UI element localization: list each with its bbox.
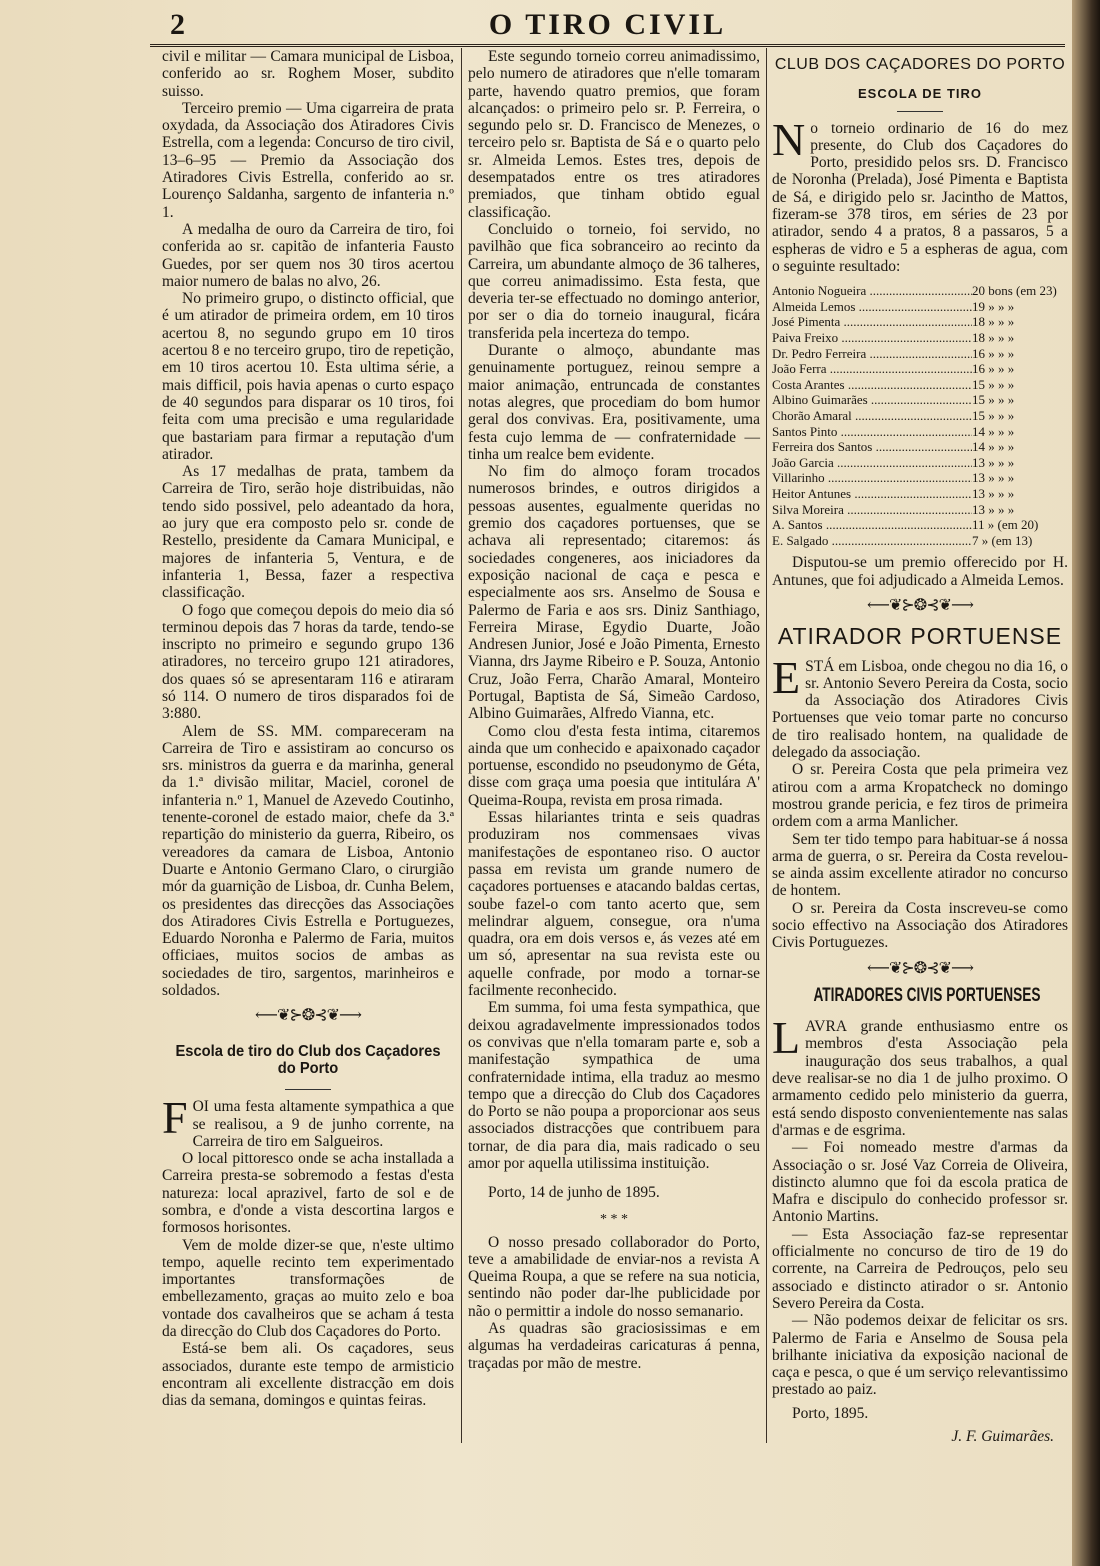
result-row: Antonio Nogueira ..... 20 bons (em 23) bbox=[772, 283, 1068, 299]
paragraph: Como clou d'esta festa intima, citaremos ainda que um conhecido e apaixonado caçador portuense, escondido no pseudonymo de Géta, disse com graça uma poesia que intitulára A' Queima-Roupa, revista em prosa rimada. bbox=[468, 722, 760, 809]
page-header bbox=[150, 8, 1065, 42]
column-1 bbox=[162, 48, 454, 1410]
section-title: ATIRADORES CIVIS PORTUENSES bbox=[813, 984, 1041, 1006]
result-row: Santos Pinto ..... 14 » » » bbox=[772, 424, 1068, 440]
paragraph: civil e militar — Camara municipal de Lisboa, conferido ao sr. Roghem Moser, subdito suisso. bbox=[162, 48, 454, 100]
paragraph: Durante o almoço, abundante mas genuinamente portuguez, reinou sempre a maior animação, entruncada de constantes notas alegres, que procediam do bom humor geral dos convivas. Era, positivamente, uma festa cujo lemma de — confraternidade — tinha um realce bem evidente. bbox=[468, 342, 760, 463]
paragraph: Terceiro premio — Uma cigarreira de prata oxydada, da Associação dos Atiradores Civis Estrella, com a legenda: Concurso de tiro civil, 13–6–95 — Premio da Associação dos Atiradores Civis Estrella, conferido ao sr. Lourenço Saldanha, sargento de infanteria n.º 1. bbox=[162, 99, 454, 221]
paragraph: LAVRA grande enthusiasmo entre os membros d'esta Associação pela inauguração dos seus trabalhos, a qual deve realisar-se no dia 1 de julho proximo. O armamento cedido pelo ministerio da guerra, está sendo disposto convenientemente nas salas d'armas e de esgrima. bbox=[772, 1012, 1068, 1139]
result-row: Albino Guimarães ..... 15 » » » bbox=[772, 392, 1068, 408]
drop-cap: E bbox=[772, 651, 801, 703]
ornament-divider: ⟵❦⊱❂⊰❦⟶ bbox=[255, 1007, 361, 1025]
result-row: Chorão Amaral ..... 15 » » » bbox=[772, 408, 1068, 424]
section-title: Escola de tiro do Club dos Caçadores do Porto bbox=[175, 1042, 441, 1077]
page-number: 2 bbox=[170, 8, 185, 41]
column-rule-2 bbox=[766, 48, 767, 1443]
short-rule bbox=[897, 111, 943, 112]
result-row: E. Salgado ..... 7 » (em 13) bbox=[772, 533, 1068, 549]
paragraph: FOI uma festa altamente sympathica a que se realisou, a 9 de junho corrente, na Carreira de tiro em Salgueiros. bbox=[162, 1092, 454, 1150]
paragraph: Alem de SS. MM. compareceram na Carreira de Tiro e assistiram ao concurso os srs. ministros da guerra e da marinha, general da 1.ª divisão militar, Maciel, coronel de infanteria n.º 1, Manuel de Azevedo Coutinho, tenente-coronel de estado maior, chefe da 3.ª repartição do ministerio da guerra, Ribeiro, os vereadores da camara de Lisboa, Antonio Duarte e Antonio Germano Claro, o cirurgião mór da guarnição de Lisboa, dr. Cunha Belem, os presidentes das direcções das Associações dos Atiradores Civis Estrella e Portuguezes, Eduardo Noronha e Palermo de Faria, muitos officiaes, muitos socios de ambas as sociedades de tiro, sargentos, marinheiros e soldados. bbox=[162, 722, 454, 1000]
result-row: Ferreira dos Santos ..... 14 » » » bbox=[772, 439, 1068, 455]
signature: J. F. Guimarães. bbox=[951, 1428, 1054, 1446]
result-row: Paiva Freixo ..... 18 » » » bbox=[772, 330, 1068, 346]
column-3 bbox=[772, 48, 1068, 1445]
paragraph: No torneio ordinario de 16 do mez presente, do Club dos Caçadores do Porto, presidido pelos srs. D. Francisco de Noronha (Prelada), José Pimenta e Baptista de Sá, e dirigido pelo sr. Jacintho de Mattos, fizeram-se 378 tiros, em séries de 23 por atirador, sendo 4 a pratos, 8 a passaros, 5 a espheras de vidro e 5 a espheras de agua, com o seguinte resultado: bbox=[772, 113, 1068, 275]
paragraph: — Esta Associação faz-se representar officialmente no concurso de tiro de 19 do corrente, na Carreira de Pedrouços, pelo seu associado e distincto atirador o sr. Antonio Severo Pereira da Costa. bbox=[772, 1225, 1068, 1312]
paragraph: — Foi nomeado mestre d'armas da Associação o sr. José Vaz Correia de Oliveira, distincto alumno que foi da escola pratica de Mafra e discipulo do conhecido professor sr. Antonio Martins. bbox=[772, 1139, 1068, 1226]
paragraph: Concluido o torneio, foi servido, no pavilhão que fica sobranceiro ao recinto da Carreira, um abundante almoço de 36 talheres, que correu animadissimo. Esta festa, que deveria ter-se effectuado no domingo anterior, por ser o dia do torneio inaugural, ficára transferida pela incerteza do tempo. bbox=[468, 220, 760, 342]
paragraph: O sr. Pereira Costa que pela primeira vez atirou com a arma Kropatcheck no domingo mostrou grande pericia, e fez tiros de primeira ordem com a arma Manlicher. bbox=[772, 761, 1068, 831]
paragraph: Essas hilariantes trinta e seis quadras produziram nos commensaes vivas manifestações de espontaneo riso. O auctor passa em revista um grande numero de caçadores portuenses e atacando baldas certas, soube fazel-o com tanto acerto que, sem melindrar alguem, consegue, ora n'uma quadra, ora em dois versos e, ás vezes até em um só, apresentar na sua revista este ou aquelle confrade, por modo a tornar-se facilmente reconhecido. bbox=[468, 809, 760, 1000]
drop-cap: L bbox=[772, 1012, 801, 1064]
masthead: O TIRO CIVIL bbox=[488, 8, 727, 41]
paragraph: O fogo que começou depois do meio dia só terminou depois das 7 horas da tarde, tendo-se inscripto no primeiro e segundo grupo 136 atiradores, no terceiro grupo 121 atiradores, dos quaes só se apresentaram 116 e atiraram só 114. O numero de tiros disparados foi de 3:880. bbox=[162, 601, 454, 723]
result-row: Costa Arantes ..... 15 » » » bbox=[772, 377, 1068, 393]
ornament-divider: ⟵❦⊱❂⊰❦⟶ bbox=[867, 959, 973, 977]
paragraph: O sr. Pereira da Costa inscreveu-se como socio effectivo na Associação dos Atiradores Civis Portuguezes. bbox=[772, 899, 1068, 952]
club-subtitle: ESCOLA DE TIRO bbox=[857, 86, 983, 102]
column-2 bbox=[468, 48, 760, 1372]
results-table bbox=[772, 283, 1068, 548]
paragraph: — Não podemos deixar de felicitar os srs. Palermo de Faria e Anselmo de Sousa pela brilhante iniciativa da exposição nacional de caça e pesca, o que é um serviço relevantissimo prestado ao paiz. bbox=[772, 1312, 1068, 1399]
paragraph: No primeiro grupo, o distincto official, que é um atirador de primeira ordem, em 10 tiros acertou 8, no segundo grupo em 10 tiros acertou 8 e no terceiro grupo, tiro de repetição, em 10 tiros acertou 10. Esta ultima série, a mais difficil, pois havia apenas o curto espaço de 40 segundos para disparar os 10 tiros, foi feita com uma precisão e uma regularidade que bastariam para firmar a reputação d'um atirador. bbox=[162, 290, 454, 463]
short-rule bbox=[285, 1089, 331, 1090]
result-row: Heitor Antunes ..... 13 » » » bbox=[772, 486, 1068, 502]
paragraph: O local pittoresco onde se acha installada a Carreira presta-se sobremodo a festas d'esta natureza: local aprazivel, farto de sol e de sombra, e d'onde a vista descortina largos e formosos horisontes. bbox=[162, 1150, 454, 1237]
paragraph: No fim do almoço foram trocados numerosos brindes, e outros dirigidos a pessoas ausentes, egualmente queridas no gremio dos caçadores portuenses, que se achava ali representado; citaremos: ás sociedades congeneres, aos iniciadores da exposição nacional de caça e pesca e especialmente aos srs. Anselmo de Sousa e Palermo de Faria e aos srs. Diniz Santhiago, Ferreira Mirase, Egydio Duarte, João Andresen Junior, José e João Pimenta, Ernesto Vianna, drs Jayme Ribeiro e P. Souza, Antonio Cruz, João Ferra, Charão Amaral, Monteiro Portugal, Baptista de Sá, Simeão Cardoso, Albino Guimarães, Alfredo Vianna, etc. bbox=[468, 463, 760, 723]
result-row: João Ferra ..... 16 » » » bbox=[772, 361, 1068, 377]
paragraph: As quadras são graciosissimas e em algumas ha verdadeiras caricaturas á penna, traçadas por mão de mestre. bbox=[468, 1320, 760, 1372]
paragraph: Em summa, foi uma festa sympathica, que deixou agradavelmente impressionados todos os convivas que n'ella tomaram parte e, sob a manifestação sympathica de uma confraternidade intima, ella traduz ao mesmo tempo que a direcção do Club dos Caçadores do Porto se não poupa a proporcionar aos seus associados distracções que contribuem para tornar, de dia para dia, mais radicado o seu amor por aquella utilissima instituição. bbox=[468, 999, 760, 1172]
result-row: A. Santos ..... 11 » (em 20) bbox=[772, 517, 1068, 533]
paragraph: ESTÁ em Lisboa, onde chegou no dia 16, o sr. Antonio Severo Pereira da Costa, socio da Associação dos Atiradores Civis Portuenses que veio tomar parte no concurso de tiro realisado hontem, na qualidade de delegado da associação. bbox=[772, 651, 1068, 762]
drop-cap: N bbox=[772, 113, 806, 165]
paragraph: Está-se bem ali. Os caçadores, seus associados, durante este tempo de armisticio encontram ali excellente distracção em dois dias da semana, domingos e quintas feiras. bbox=[162, 1340, 454, 1410]
paragraph: Disputou-se um premio offerecido por H. Antunes, que foi adjudicado a Almeida Lemos. bbox=[772, 554, 1068, 589]
book-spine bbox=[1072, 0, 1100, 1566]
result-row: João Garcia ..... 13 » » » bbox=[772, 455, 1068, 471]
section-title: ATIRADOR PORTUENSE bbox=[777, 623, 1063, 650]
column-rule-1 bbox=[461, 48, 462, 1443]
paragraph: A medalha de ouro da Carreira de tiro, foi conferida ao sr. capitão de infanteria Fausto Guedes, por ser quem nos 30 tiros acertou maior numero de balas no alvo, 26. bbox=[162, 220, 454, 290]
result-row: José Pimenta ..... 18 » » » bbox=[772, 314, 1068, 330]
drop-cap: F bbox=[162, 1092, 188, 1144]
ornament-divider: ⟵❦⊱❂⊰❦⟶ bbox=[867, 596, 973, 614]
dateline: Porto, 14 de junho de 1895. bbox=[488, 1184, 660, 1202]
result-row: Villarinho ..... 13 » » » bbox=[772, 470, 1068, 486]
asterism: * * * bbox=[600, 1211, 628, 1227]
result-row: Dr. Pedro Ferreira ..... 16 » » » bbox=[772, 346, 1068, 362]
paragraph: Este segundo torneio correu animadissimo, pelo numero de atiradores que n'elle tomaram parte, havendo quatro premios, que foram alcançados: o primeiro pelo sr. P. Ferreira, o segundo pelo sr. D. Francisco de Menezes, o terceiro pelo sr. Baptista de Sá e o quarto pelo sr. Almeida Lemos. Estes tres, depois de desempatados entre os tres atiradores premiados, que tinham obtido egual classificação. bbox=[468, 48, 760, 221]
paragraph: O nosso presado collaborador do Porto, teve a amabilidade de enviar-nos a revista A Queima Roupa, a que se refere na sua noticia, sentindo não poder dar-lhe publicidade por não o permittir a indole do nosso semanario. bbox=[468, 1233, 760, 1320]
paragraph: As 17 medalhas de prata, tambem da Carreira de Tiro, serão hoje distribuidas, não tendo sido possivel, pelo adeantado da hora, ao jury que era composto pelo sr. conde de Restello, presidente da Camara Municipal, e majores de infanteria 5, Ventura, e de infanteria 1, Bessa, fazer a respectiva classificação. bbox=[162, 463, 454, 602]
result-row: Silva Moreira ..... 13 » » » bbox=[772, 502, 1068, 518]
paragraph: Vem de molde dizer-se que, n'este ultimo tempo, aquelle recinto tem experimentado importantes transformações de embellezamento, graças ao muito zelo e boa vontade dos cavalheiros que se acham á testa da direcção do Club dos Caçadores do Porto. bbox=[162, 1236, 454, 1341]
result-row: Almeida Lemos ..... 19 » » » bbox=[772, 299, 1068, 315]
dateline: Porto, 1895. bbox=[792, 1404, 869, 1422]
header-rule bbox=[150, 44, 1065, 47]
club-title: CLUB DOS CAÇADORES DO PORTO bbox=[774, 56, 1066, 73]
paragraph: Sem ter tido tempo para habituar-se á nossa arma de guerra, o sr. Pereira da Costa revelou-se ainda assim excellente atirador no concurso de hontem. bbox=[772, 830, 1068, 900]
